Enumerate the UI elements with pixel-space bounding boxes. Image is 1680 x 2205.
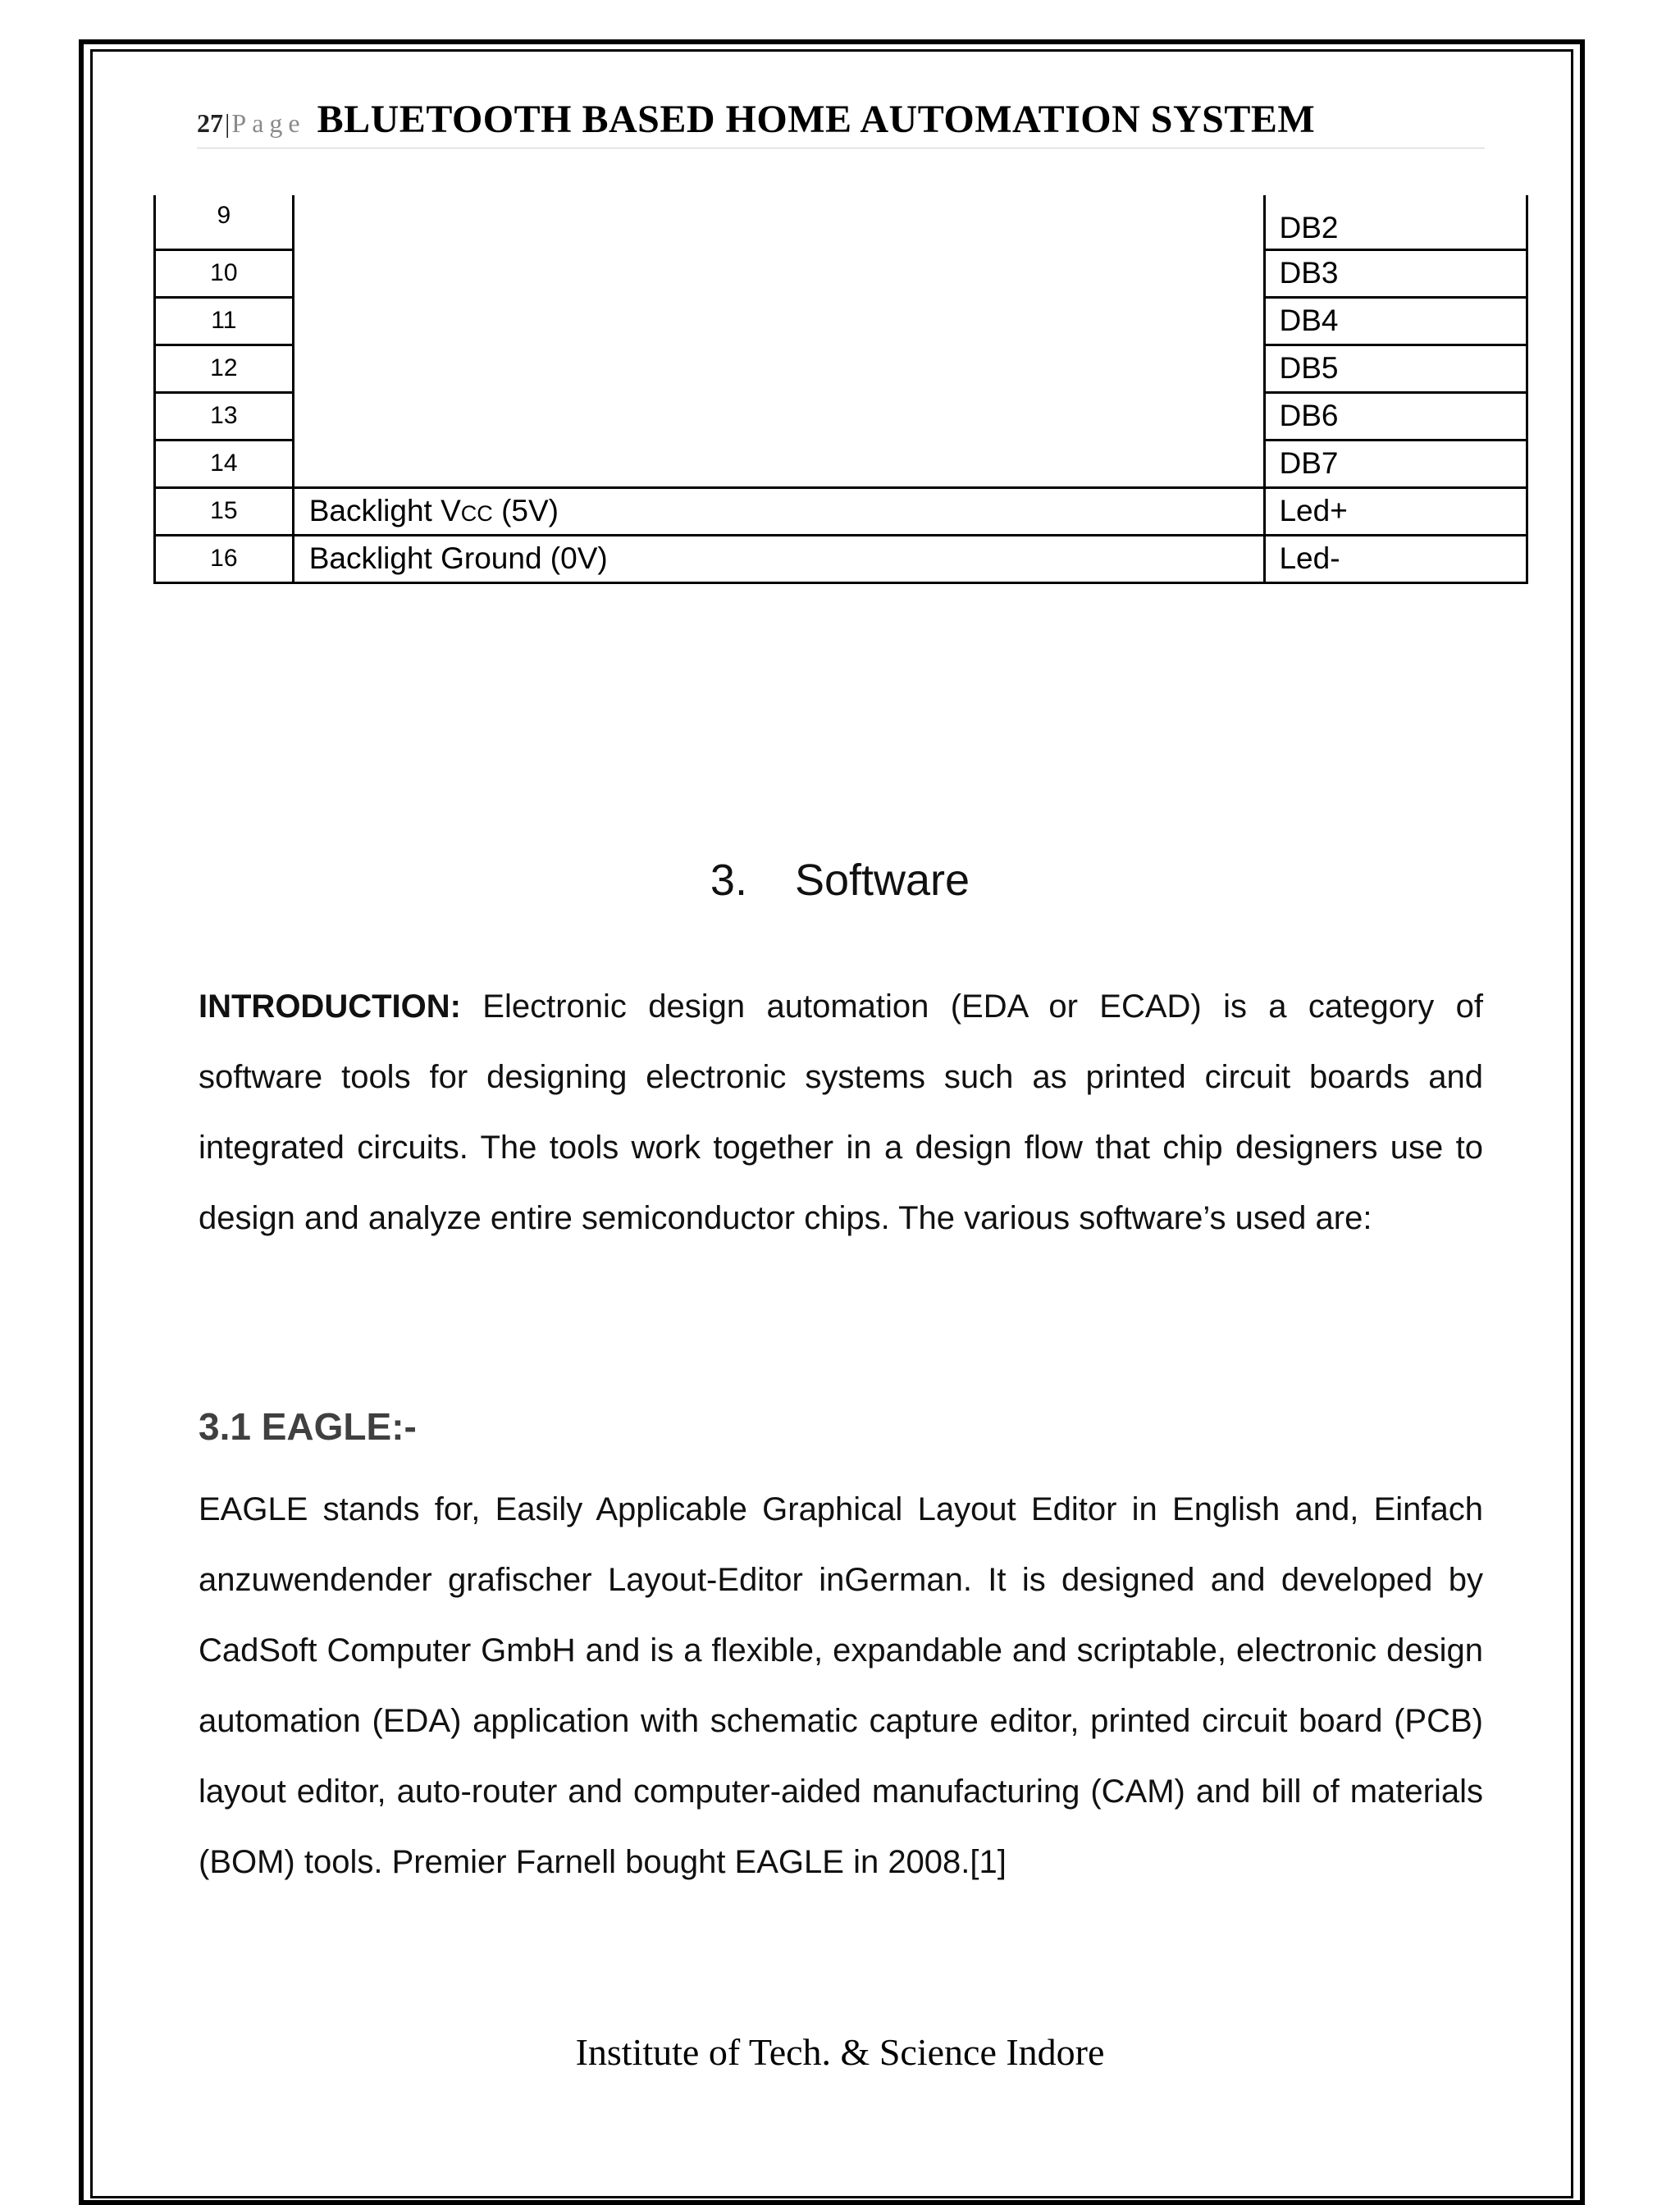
eagle-subheading: 3.1 EAGLE:- [199,1405,417,1448]
pin-signal-cell: DB4 [1265,297,1527,345]
pin-signal-cell: DB5 [1265,345,1527,392]
table-row [155,195,1527,249]
page-footer: Institute of Tech. & Science Indore [575,2031,1105,2073]
section-number: 3. [710,856,747,905]
pin-number-cell: 10 [155,249,294,297]
function-subscript: CC [460,501,493,526]
pin-signal-cell: Led- [1265,535,1527,582]
table-row [155,535,1527,582]
page-separator: | [225,108,231,138]
pin-number-cell: 11 [155,297,294,345]
document-title: BLUETOOTH BASED HOME AUTOMATION SYSTEM [317,98,1316,141]
pin-function-cell [293,487,1265,535]
table-row [155,487,1527,535]
section-heading [0,855,1680,906]
pin-signal-cell: DB3 [1265,249,1527,297]
pin-number-cell: 9 [155,195,294,249]
pin-number-cell: 15 [155,487,294,535]
lcd-pin-table [153,195,1528,584]
introduction-paragraph [199,971,1483,1253]
eagle-paragraph: EAGLE stands for, Easily Applicable Graphical Layout Editor in English and, Einfach anzuwendender grafischer Layout-Editor inGerman. It is designed and developed by CadSoft Computer GmbH and is a flexible, expandable and scriptable, electronic design automation (EDA) application with schematic capture editor, printed circuit board (PCB) layout editor, auto-router and computer-aided manufacturing (CAM) and bill of materials (BOM) tools. Premier Farnell bought EAGLE in 2008.[1] [199,1491,1483,1880]
pin-number-cell: 14 [155,440,294,487]
pin-signal-cell: DB2 [1265,195,1527,249]
introduction-label: INTRODUCTION: [199,988,461,1025]
pin-number-cell: 13 [155,392,294,440]
pin-number-cell: 12 [155,345,294,392]
function-text: Backlight V [308,494,461,527]
pin-signal-cell: DB6 [1265,392,1527,440]
pin-signal-cell: DB7 [1265,440,1527,487]
page-number: 27 [197,108,223,138]
page-label: Page [231,108,306,138]
page-header [197,97,1485,148]
pin-function-cell [293,195,1265,487]
pin-signal-cell: Led+ [1265,487,1527,535]
function-text-tail: (5V) [492,494,559,527]
pin-number-cell: 16 [155,535,294,582]
introduction-text: Electronic design automation (EDA or ECAD) is a category of software tools for designing electronic systems such as printed circuit boards and integrated circuits. The tools work together in a design flow that chip designers use to design and analyze entire semiconductor chips. The various software’s used are: [199,988,1483,1236]
section-title: Software [794,856,970,905]
pin-function-cell: Backlight Ground (0V) [293,535,1265,582]
